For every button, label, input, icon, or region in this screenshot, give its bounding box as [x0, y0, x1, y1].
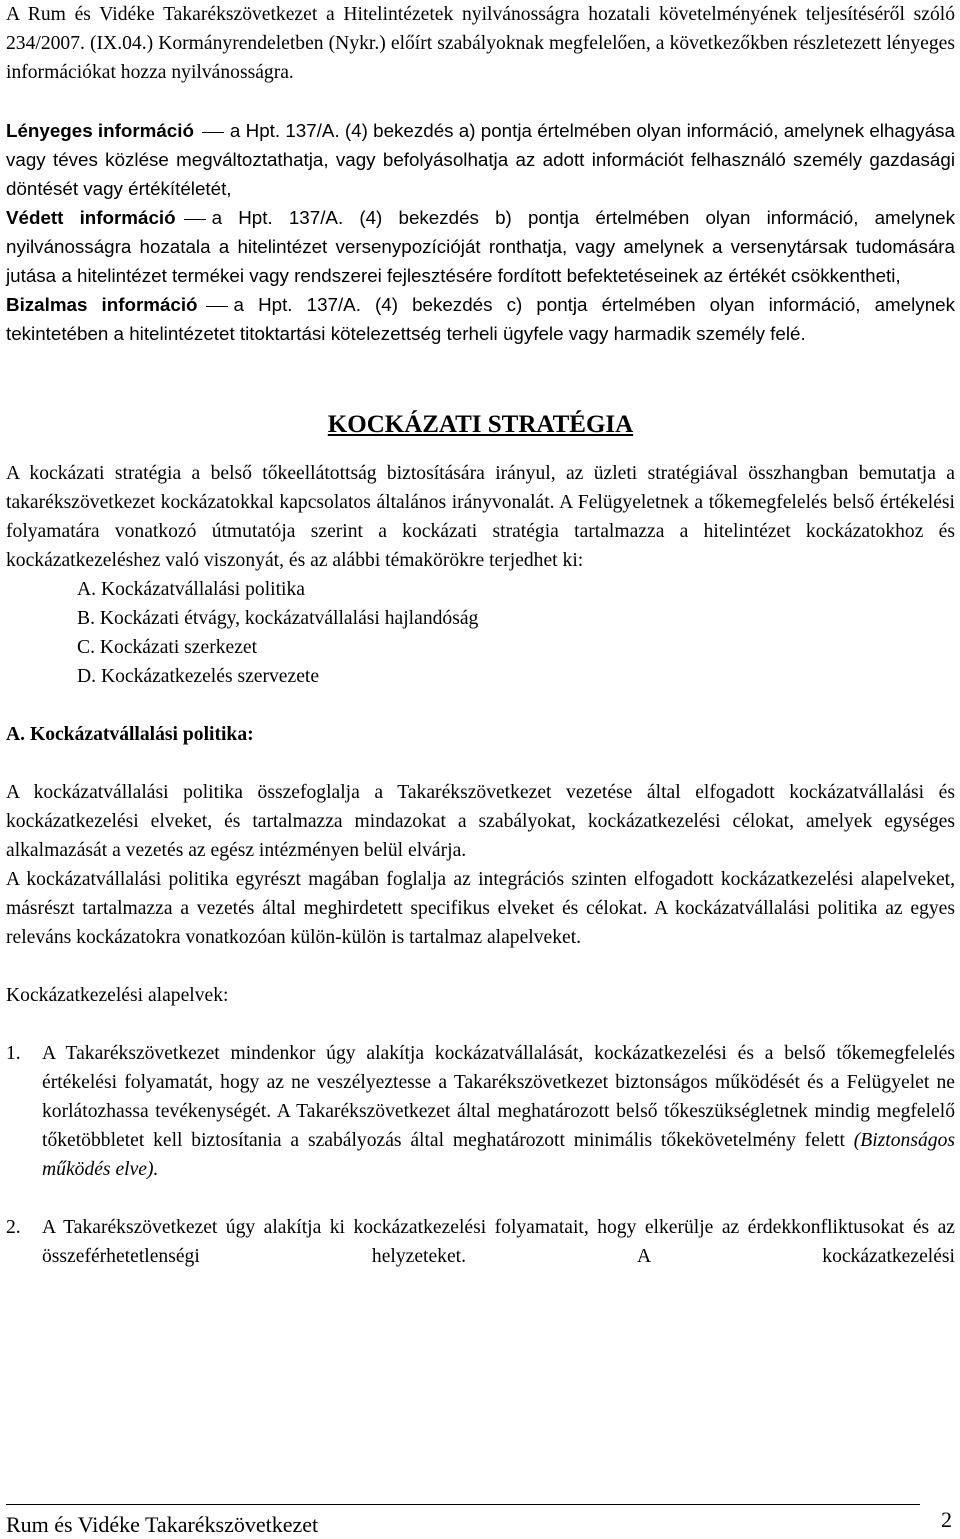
principles-heading: Kockázatkezelési alapelvek:	[6, 985, 229, 1006]
principle-text-wrap	[42, 1213, 955, 1271]
text-protected: . (4) bekezdés b) pontja értelmében olyan információ, amelynek nyilvánosságra hozatala a hitelintézet versenypozícióját ronthatja, vagy amelynek a versenytársak tudomására jutása a hitelintézet termékei vagy rendszerei fejlesztésére fordított befektetéseinek az értékét csökkentheti,	[6, 207, 955, 286]
dash-separator	[184, 219, 206, 220]
definition-confidential	[6, 290, 955, 348]
topic-item: C. Kockázati szerkezet	[77, 637, 258, 658]
dash-separator	[206, 306, 228, 307]
principle-text: A Takarékszövetkezet úgy alakítja ki kockázatkezelési folyamatait, hogy elkerülje az érdekkonfliktusokat és az összeférhetetlenségi helyzeteket. A kockázatkezelési	[42, 1217, 955, 1267]
ref-essential: a Hpt. 137/A	[229, 120, 335, 141]
term-protected: Védett információ	[6, 207, 176, 228]
topic-item: B. Kockázati étvágy, kockázatvállalási hajlandóság	[77, 608, 479, 629]
term-essential: Lényeges információ	[6, 120, 194, 141]
principle-number: 1.	[6, 1043, 21, 1064]
strategy-paragraph: A kockázati stratégia a belső tőkeellátottság biztosítására irányul, az üzleti stratégiával összhangban bemutatja a takarékszövetkezet kockázatokkal kapcsolatos általános irányvonalát. A Felügyeletnek a tőkemegfelelés belső értékelési folyamatára vonatkozó útmutatója szerint a kockázati stratégia tartalmazza a hitelintézet kockázatokhoz és kockázatkezeléshez való viszonyát, és az alábbi témakörökre terjedhet ki:	[6, 463, 955, 571]
principle-text-wrap	[42, 1039, 955, 1184]
topic-item: D. Kockázatkezelés szervezete	[77, 666, 320, 687]
definition-protected	[6, 203, 955, 290]
intro-paragraph: A Rum és Vidéke Takarékszövetkezet a Hitelintézetek nyilvánosságra hozatali követelményének teljesítéséről szóló 234/2007. (IX.04.) Kormányrendeletben (Nykr.) előírt szabályoknak megfelelően, a következőkben részletezett lényeges információkat hozza nyilvánosságra.	[6, 4, 955, 83]
principle-number: 2.	[6, 1217, 21, 1238]
text-confidential: . (4) bekezdés c) pontja értelmében olyan információ, amelynek tekintetében a hitelintézetet titoktartási kötelezettség terheli ügyfele vagy harmadik személy felé.	[6, 294, 955, 344]
dash-separator	[202, 132, 224, 133]
ref-protected: a Hpt. 137/A	[211, 207, 338, 228]
term-confidential: Bizalmas információ	[6, 294, 198, 315]
text-essential: . (4) bekezdés a) pontja értelmében olyan információ, amelynek elhagyása vagy téves közlése megváltoztathatja, vagy befolyásolhatja az adott információt felhasználó személy gazdasági döntését vagy értékítéletét,	[6, 120, 955, 199]
policy-paragraph-1: A kockázatvállalási politika összefoglalja a Takarékszövetkezet vezetése által elfogadott kockázatvállalási és kockázatkezelési elveket, és tartalmazza mindazokat a szabályokat, kockázatkezelési célokat, amelyek egységes alkalmazását a vezetés az egész intézményen belül elvárja.	[6, 782, 955, 861]
policy-paragraph-2: A kockázatvállalási politika egyrészt magában foglalja az integrációs szinten elfogadott kockázatkezelési alapelveket, másrészt tartalmazza a vezetés által meghirdetett specifikus elveket és célokat. A kockázatvállalási politika az egyes releváns kockázatokra vonatkozóan külön-külön is tartalmaz alapelveket.	[6, 869, 955, 948]
ref-confidential: a Hpt. 137/A	[233, 294, 356, 315]
principle-italic: (Biztonságos működés elve).	[42, 1130, 955, 1180]
page-content	[6, 0, 955, 1271]
principle-text: A Takarékszövetkezet mindenkor úgy alakítja kockázatvállalását, kockázatkezelési és a belső tőkemegfelelés értékelési folyamatát, hogy az ne veszélyeztesse a Takarékszövetkezet biztonságos működését és a Felügyelet ne korlátozhassa tevékenységét. A Takarékszövetkezet által meghatározott belső tőkeszükségletnek mindig megfelelő tőketöbbletet kell biztosítania a szabályozás által meghatározott minimális tőkekövetelmény felett	[42, 1043, 955, 1151]
subsection-title: A. Kockázatvállalási politika:	[6, 724, 254, 745]
topic-item: A. Kockázatvállalási politika	[77, 579, 305, 600]
section-title: KOCKÁZATI STRATÉGIA	[327, 411, 634, 438]
page-number: 2	[941, 1507, 952, 1532]
footer-organization: Rum és Vidéke Takarékszövetkezet	[6, 1512, 319, 1537]
principle-item	[6, 1213, 955, 1271]
definition-essential	[6, 116, 955, 203]
footer-divider	[6, 1504, 920, 1505]
principle-item	[6, 1039, 955, 1184]
